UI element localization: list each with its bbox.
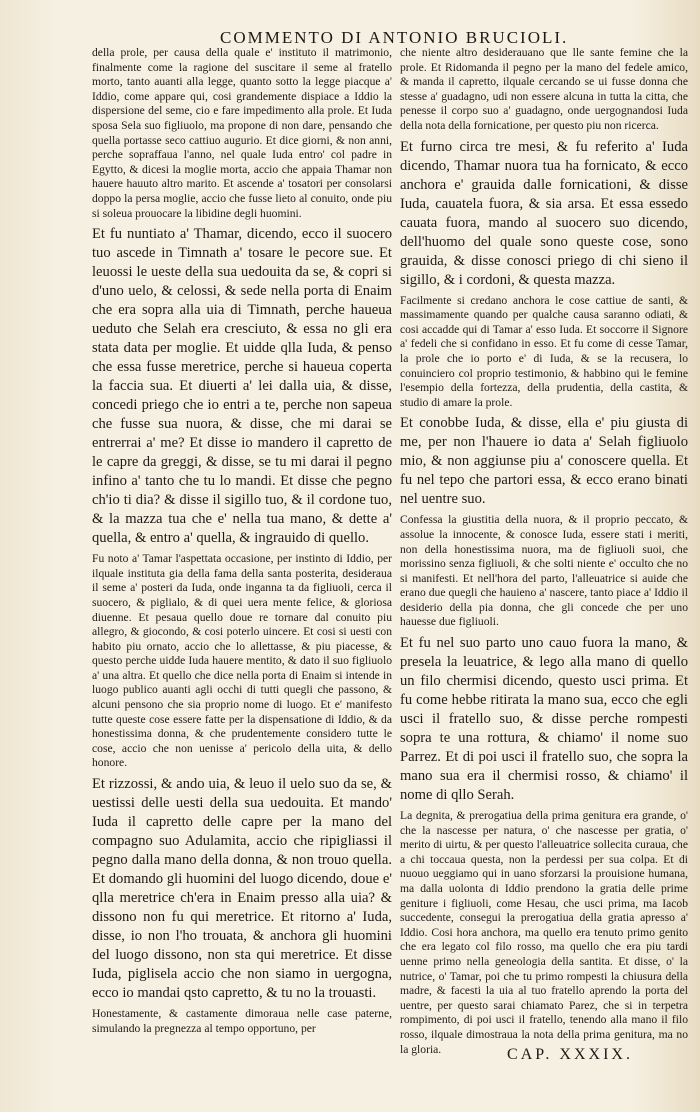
commentary-paragraph: La degnita, & prerogatiua della prima genitura era grande, o' che la nascesse per natura, o' che nascesse per gratia, o' merito di uirtu, & per questo l'alleuatrice sollecita curaua, che a chi toccaua questa, non la perdessi per sua colpa. Et di nuouo ueggiamo qui in uano sforzarsi la prouisione humana, ma dalla uolonta di Iddio prendono la gratia delle prime geniture i figliuoli, come Hesau, che usci prima, ma Iacob succedente, consegui la prerogatiua della gratia apresso a' Iddio. Cosi hora anchora, ma quello era tenuto primo genito che era legato col filo rosso, ma quello che era piu tardi uenne primo nella geneologia della santita. Et disse, o' la nutrice, o' Tamar, poi che tu primo rompesti la chiusura della madre, & facesti la uia al tuo fratello aprendo la porta del uentre, per questo sarai chiamato Parez, che si in terpetra rompimento, di poi usci il fratello, tenendo alla mano il filo rosso, ilquale dimostraua la nota della prima genitura, ma no la gloria.: [400, 809, 688, 1056]
scripture-paragraph: Et fu nel suo parto uno cauo fuora la mano, & presela la leuatrice, & lego alla mano di quello un filo chermisi dicendo, questo usci prima. Et fu come hebbe ritirata la mano sua, ecco che egli usci il fratello suo, & disse perche rompesti sopra te una rottura, & chiamo' il nome suo Parrez. Et di poi usci il fratello suo, che sopra la mano sua era il chermisi rosso, & chiamo' il nome di qllo Serah.: [400, 635, 688, 804]
scripture-paragraph: Et rizzossi, & ando uia, & leuo il uelo suo da se, & uestissi delle uesti della sua uedouita. Et mando' Iuda il capretto delle capre per la mano del compagno suo Adulamita, accio che ripigliassi il pegno dalla mano della donna, & non trouo quella. Et domando gli huomini del luogo dicendo, doue e' qlla meretrice ch'era in Enaim presso alla uia? & dissono non fu qui meretrice. Et ritorno a' Iuda, disse, io non l'ho trouata, & anchora gli huomini del luogo dissono, non sta qui meretrice. Et disse Iuda, piglisela accio che non siamo in uergogna, ecco io mandai qsto capretto, & tu no la trouasti.: [92, 776, 392, 1002]
commentary-paragraph: della prole, per causa della quale e' instituto il matrimonio, finalmente come la ragione del suscitare il seme al fratello morto, tanto auanti alla legge, quanto sotto la legge piacque a' Iddio, come appare qui, cosi grandemente dispiace a Iddio la dispersione del seme, cio e fare impedimento alla prole. Et Iuda sposa Sela suo figliuolo, ma propone di non dare, pensando che quella portasse seco cattiuo augurio. Et dice giorni, & non anni, perche sopraffaua l'anno, nel quale Iuda entro' col padre in Egytto, & dicesi la moglie morta, accio che appaia Thamar non hauere hauuto altro marito. Et ascende a' tosatori per consolarsi doppo la persa moglie, accio che fusse lieto al conuito, onde piu si soleua prouocare la libidine degli huomini.: [92, 46, 392, 220]
chapter-heading: CAP. XXXIX.: [507, 1046, 633, 1063]
commentary-paragraph: Honestamente, & castamente dimoraua nelle case paterne, simulando la pregnezza al tempo opportuno, per: [92, 1007, 392, 1035]
left-column: [92, 46, 392, 1046]
scripture-paragraph: Et fu nuntiato a' Thamar, dicendo, ecco il suocero tuo ascede in Timnath a' tosare le pecore sue. Et leuossi le ueste della sua uedouita da se, & copri si d'uno uelo, & celossi, & sede nella porta di Enaim che era sopra alla uia di Timnath, perche haueua ueduto che Selah era cresciuto, & essa no gli era stata data per moglie. Et uidde qlla Iuda, & penso che essa fusse meretrice, perche si haueua coperta la faccia sua. Et diuerti a' lei dalla uia, & disse, concedi priego che io entri a te, perche non sapeua che fusse sua nuora, & disse, che mi darai se entrerrai a' me? Et disse io mandero il capretto de le capre da greggi, & disse, se tu mi darai il pegno infino a' tanto che tu lo mandi. Et disse che pegno ch'io ti dia? & disse il sigillo tuo, & il cordone tuo, & la mazza tua che e' nella tua mano, & dette a' quella, & entro a' quella, & ingrauido di quello.: [92, 226, 392, 547]
commentary-paragraph: Confessa la giustitia della nuora, & il proprio peccato, & assolue la innocente, & conosce Iuda, essere stati i meriti, non della honestissima nuora, ma de figliuoli suoi, che morissino senza figliuoli, & che solti niente e' occulto che no si manifesti. Et nell'hora del parto, l'alleuatrice si auide che erano due quegli che hauieno a' nascere, tanto piace a' Iddio il desiderio della pia donna, che gli concede che per uno hauesse due figliuoli.: [400, 513, 688, 629]
commentary-paragraph: che niente altro desiderauano que lle sante femine che la prole. Et Ridomanda il pegno per la mano del fedele amico, & manda il capretto, ilquale cercando se ui fusse donna che stesse a' guadagno, udi non essere alcuna in tutta la citta, che penesse il corpo suo a' guadagno, onde uergognandosi Iuda della nota della fornicatione, per questo piu non ricerca.: [400, 46, 688, 132]
scripture-paragraph: Et conobbe Iuda, & disse, ella e' piu giusta di me, per non l'hauere io data a' Selah figliuolo mio, & non aggiunse piu a' conoscere quella. Et fu nel tepo che partori essa, & ecco erano binati nel uentre suo.: [400, 415, 688, 508]
running-head: COMMENTO DI ANTONIO BRUCIOLI.: [220, 28, 569, 47]
commentary-paragraph: Fu noto a' Tamar l'aspettata occasione, per instinto di Iddio, per ilquale instituta gia della fama della santa posterita, desideraua il seme a' posteri da Iuda, onde inganna ta da figliuoli, cerca il suocero, & piglialo, & di quei uera mente felice, & gloriosa diuenne. Et pesaua quello doue re tornare dal conuito piu allegro, & giocondo, & cosi poterlo uincere. Et cosi si uesti con habito piu ornato, accio che lo allettasse, & piu piacesse, & questo perche uidde Iuda hauere mentito, & dato il suo figliuolo a' una altra. Et quello che dice nella porta di Enaim si intende in luogo publico auanti agli occhi di tutti quegli che passono, & alcuni pensono che sia proprio nome di luogo. Et e' manifesto tutte queste cose essere fatte per la dispensatione di Iddio, & da honestissima donna, & che prudentemente considero tutte le cose, accio che non uenisse a' pericolo della uita, & dello honore.: [92, 552, 392, 770]
scripture-paragraph: Et furno circa tre mesi, & fu referito a' Iuda dicendo, Thamar nuora tua ha fornicato, & ecco anchora e' grauida dalle fornicationi, & disse Iuda, cauatela fuora, & sia arsa. Et essa essedo cauata fuora, mando al suocero suo dicendo, dell'huomo del quale sono queste cose, sono grauida, & disse conosci priego di chi sieno il sigillo, & i cordoni, & questa mazza.: [400, 138, 688, 288]
commentary-paragraph: Facilmente si credano anchora le cose cattiue de santi, & massimamente quando per qualche causa saranno odiati, & cosi accadde qui di Tamar a' esso Iuda. Et soccorre il Signore a' fedeli che si confidano in esso. Et fu come di cesse Tamar, la prole che io porto e' di Iuda, & se la recusera, lo conuinciero col proprio testimonio, & habbino qui le femine l'esempio della fortezza, della prudentia, della castita, & studio di amare la prole.: [400, 293, 688, 409]
